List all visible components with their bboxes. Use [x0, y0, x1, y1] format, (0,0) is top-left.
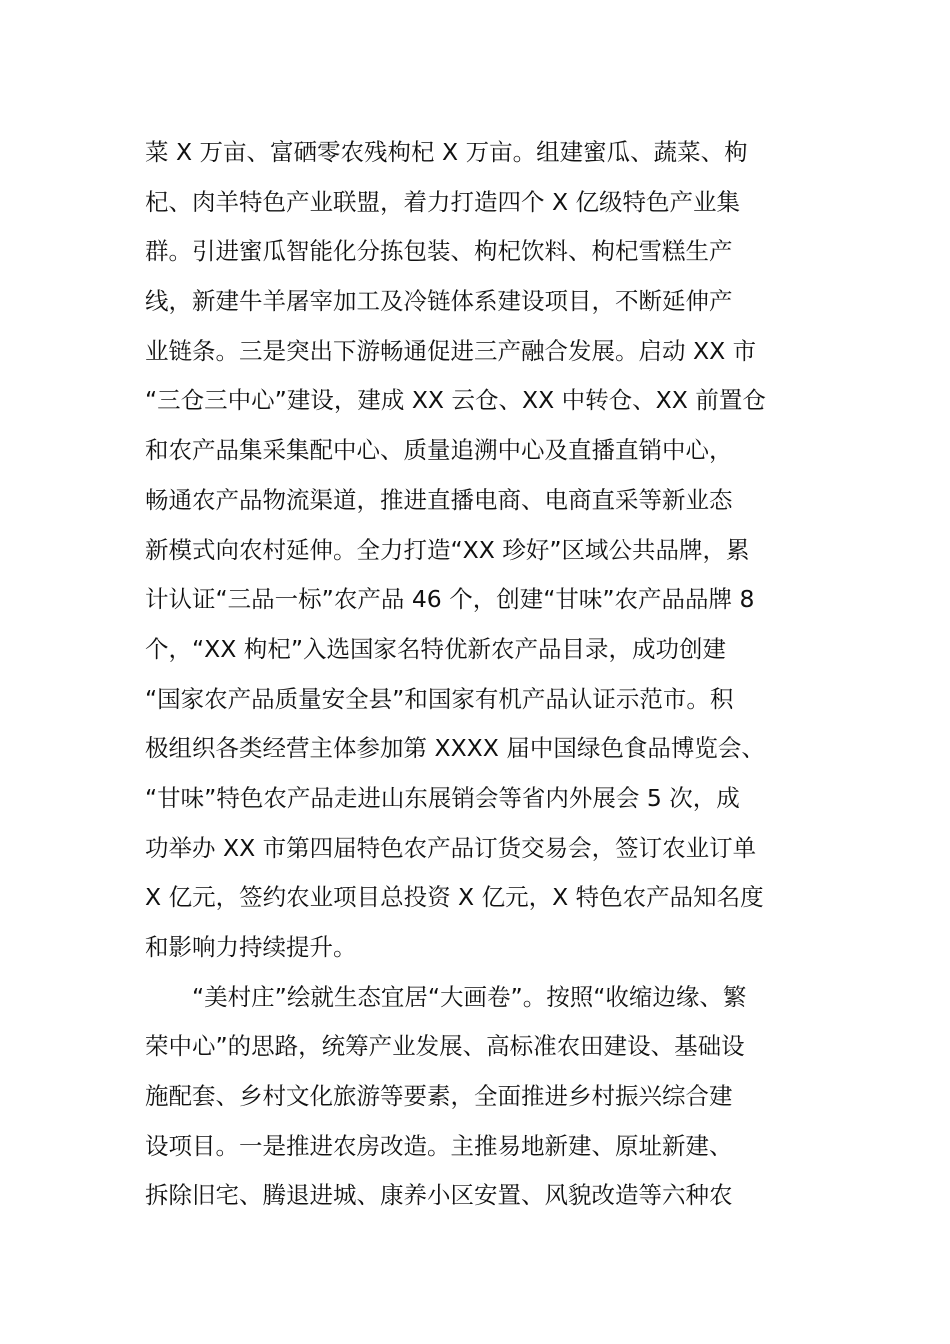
paragraph-2 — [145, 973, 815, 1221]
text-line: 个，“XX 枸杞”入选国家名特优新农产品目录，成功创建 — [145, 634, 727, 663]
text-line: 菜 X 万亩、富硒零农残枸杞 X 万亩。组建蜜瓜、蔬菜、枸 — [145, 138, 748, 166]
text-line: 荣中心”的思路，统筹产业发展、高标准农田建设、基础设 — [145, 1032, 745, 1061]
text-line: 极组织各类经营主体参加第 XXXX 届中国绿色食品博览会、 — [145, 734, 765, 763]
text-line: 施配套、乡村文化旅游等要素，全面推进乡村振兴综合建 — [145, 1082, 733, 1111]
text-line: “三仓三中心”建设，建成 XX 云仓、XX 中转仓、XX 前置仓 — [145, 386, 766, 415]
text-line: 设项目。一是推进农房改造。主推易地新建、原址新建、 — [145, 1131, 733, 1160]
text-line: 和农产品集采集配中心、质量追溯中心及直播直销中心， — [145, 436, 733, 465]
text-line: 线，新建牛羊屠宰加工及冷链体系建设项目，不断延伸产 — [145, 287, 733, 316]
text-line: 杞、肉羊特色产业联盟，着力打造四个 X 亿级特色产业集 — [145, 187, 741, 216]
body-text — [145, 128, 815, 1221]
text-line: “美村庄”绘就生态宜居“大画卷”。按照“收缩边缘、繁 — [145, 982, 747, 1011]
paragraph-1 — [145, 128, 815, 973]
text-line: 拆除旧宅、腾退进城、康养小区安置、风貌改造等六种农 — [145, 1181, 733, 1210]
text-line: X 亿元，签约农业项目总投资 X 亿元，X 特色农产品知名度 — [145, 883, 764, 912]
text-line: 群。引进蜜瓜智能化分拣包装、枸杞饮料、枸杞雪糕生产 — [145, 237, 733, 266]
text-line: “甘味”特色农产品走进山东展销会等省内外展会 5 次，成 — [145, 783, 740, 812]
text-line: 畅通农产品物流渠道，推进直播电商、电商直采等新业态 — [145, 485, 733, 514]
text-line: 计认证“三品一标”农产品 46 个，创建“甘味”农产品品牌 8 — [145, 585, 755, 614]
text-line: 业链条。三是突出下游畅通促进三产融合发展。启动 XX 市 — [145, 336, 757, 365]
text-line: “国家农产品质量安全县”和国家有机产品认证示范市。积 — [145, 684, 734, 713]
text-line: 功举办 XX 市第四届特色农产品订货交易会，签订农业订单 — [145, 833, 757, 862]
text-line: 新模式向农村延伸。全力打造“XX 珍好”区域公共品牌，累 — [145, 535, 750, 564]
text-line: 和影响力持续提升。 — [145, 933, 357, 961]
